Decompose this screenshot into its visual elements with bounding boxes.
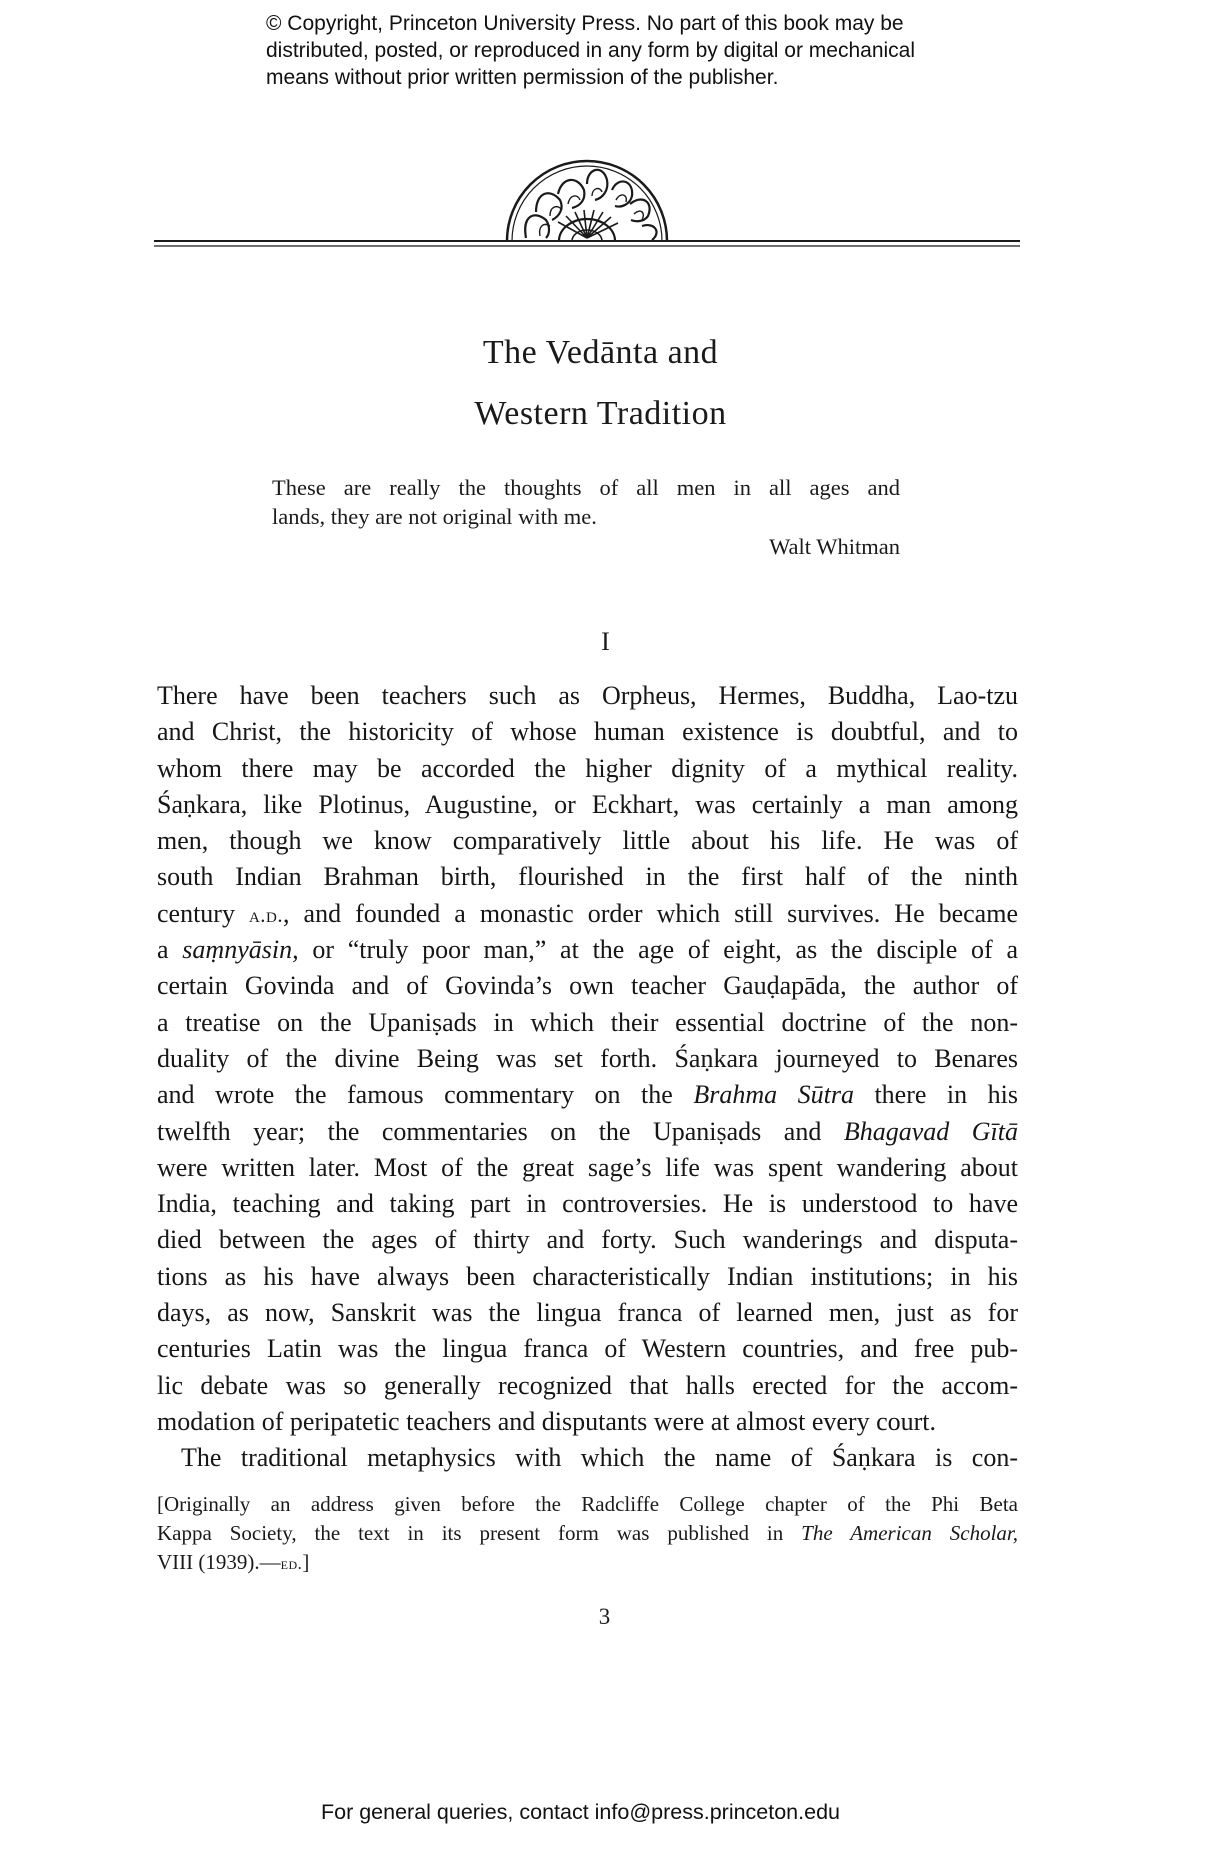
body-line: were written later. Most of the great sage’s life was spent wandering about (157, 1152, 1018, 1182)
footnote-text-run: VIII (1939).— (157, 1550, 281, 1574)
contact-text: For general queries, contact info@press.princeton.edu (320, 1800, 840, 1824)
section-number-text: I (601, 627, 610, 656)
body-text-run: there in his (853, 1080, 1019, 1110)
italic-term: saṃnyāsin, (182, 935, 299, 965)
copyright-line: © Copyright, Princeton University Press. No part of this book may be (266, 12, 904, 35)
body-line: certain Govinda and of Govinda’s own teacher Gauḍapāda, the author of (157, 971, 1018, 1001)
body-text-run: or “truly poor man,” at the age of eight, as the disciple of a (298, 935, 1018, 965)
semicircular-lotus-ornament-icon (154, 150, 1020, 248)
epigraph-attribution: Walt Whitman (769, 534, 900, 559)
body-text-run: and wrote the famous commentary on the (157, 1080, 694, 1110)
body-line: and Christ, the historicity of whose human existence is doubtful, and to (157, 717, 1018, 747)
footnote-line (157, 1519, 1018, 1548)
copyright-notice (266, 10, 1026, 91)
body-line: duality of the divine Being was set forth. Śaṇkara journeyed to Benares (157, 1043, 1018, 1073)
body-line: The traditional metaphysics with which the name of Śaṇkara is con- (181, 1443, 1018, 1473)
chapter-title-line-1: The Vedānta and (482, 334, 719, 371)
epigraph-line: These are really the thoughts of all men in all ages and (272, 475, 900, 500)
footnote-line: [Originally an address given before the Radcliffe College chapter of the Phi Beta (157, 1492, 1018, 1516)
small-caps-ed: ed. (280, 1554, 303, 1573)
body-line: men, though we know comparatively little about his life. He was of (157, 826, 1018, 856)
body-line: There have been teachers such as Orpheus, Hermes, Buddha, Lao-tzu (157, 681, 1018, 710)
body-line: a treatise on the Upaniṣads in which their essential doctrine of the non- (157, 1007, 1018, 1037)
page-number-text: 3 (598, 1604, 611, 1629)
contact-line (0, 1800, 1225, 1825)
body-line (157, 932, 1018, 968)
body-line (157, 896, 1018, 932)
body-line: days, as now, Sanskrit was the lingua franca of learned men, just as for (157, 1298, 1018, 1328)
body-line: whom there may be accorded the higher dignity of a mythical reality. (157, 753, 1018, 783)
footnote-line (157, 1548, 1018, 1578)
editor-footnote (157, 1490, 1018, 1578)
epigraph (272, 473, 900, 561)
body-line (157, 1077, 1018, 1113)
copyright-line: distributed, posted, or reproduced in any form by digital or mechanical (266, 39, 916, 62)
body-line: modation of peripatetic teachers and disputants were at almost every court. (157, 1406, 936, 1436)
page-number (0, 1604, 1225, 1630)
copyright-line: means without prior written permission of the publisher. (266, 66, 779, 89)
body-text-run: , and founded a monastic order which still survives. He became (283, 898, 1018, 928)
body-line: tions as his have always been characteristically Indian institutions; in his (157, 1261, 1018, 1291)
body-text-run: a (157, 935, 183, 965)
body-line: centuries Latin was the lingua franca of Western countries, and free pub- (157, 1334, 1018, 1364)
italic-title: The American Scholar, (801, 1521, 1019, 1545)
small-caps-era: a.d. (248, 903, 284, 927)
body-text-run: twelfth year; the commentaries on the Upaniṣads and (157, 1116, 844, 1146)
footnote-text-run: Kappa Society, the text in its present form was published in (157, 1521, 802, 1545)
body-text (157, 678, 1018, 1477)
body-line: died between the ages of thirty and forty. Such wanderings and disputa- (157, 1225, 1018, 1255)
body-line (157, 1114, 1018, 1150)
body-text-run: century (157, 898, 249, 928)
section-number (0, 627, 1225, 657)
footnote-text-run: ] (302, 1550, 310, 1574)
chapter-title-line-2: Western Tradition (474, 395, 727, 432)
body-line: Śaṇkara, like Plotinus, Augustine, or Eckhart, was certainly a man among (157, 789, 1018, 819)
epigraph-line: lands, they are not original with me. (272, 504, 597, 529)
body-line: south Indian Brahman birth, flourished in the first half of the ninth (157, 862, 1018, 892)
italic-title: Brahma Sūtra (693, 1080, 854, 1110)
body-line: India, teaching and taking part in controversies. He is understood to have (157, 1189, 1018, 1219)
italic-title: Bhagavad Gītā (843, 1116, 1018, 1146)
body-line: lic debate was so generally recognized that halls erected for the accom- (157, 1370, 1018, 1400)
